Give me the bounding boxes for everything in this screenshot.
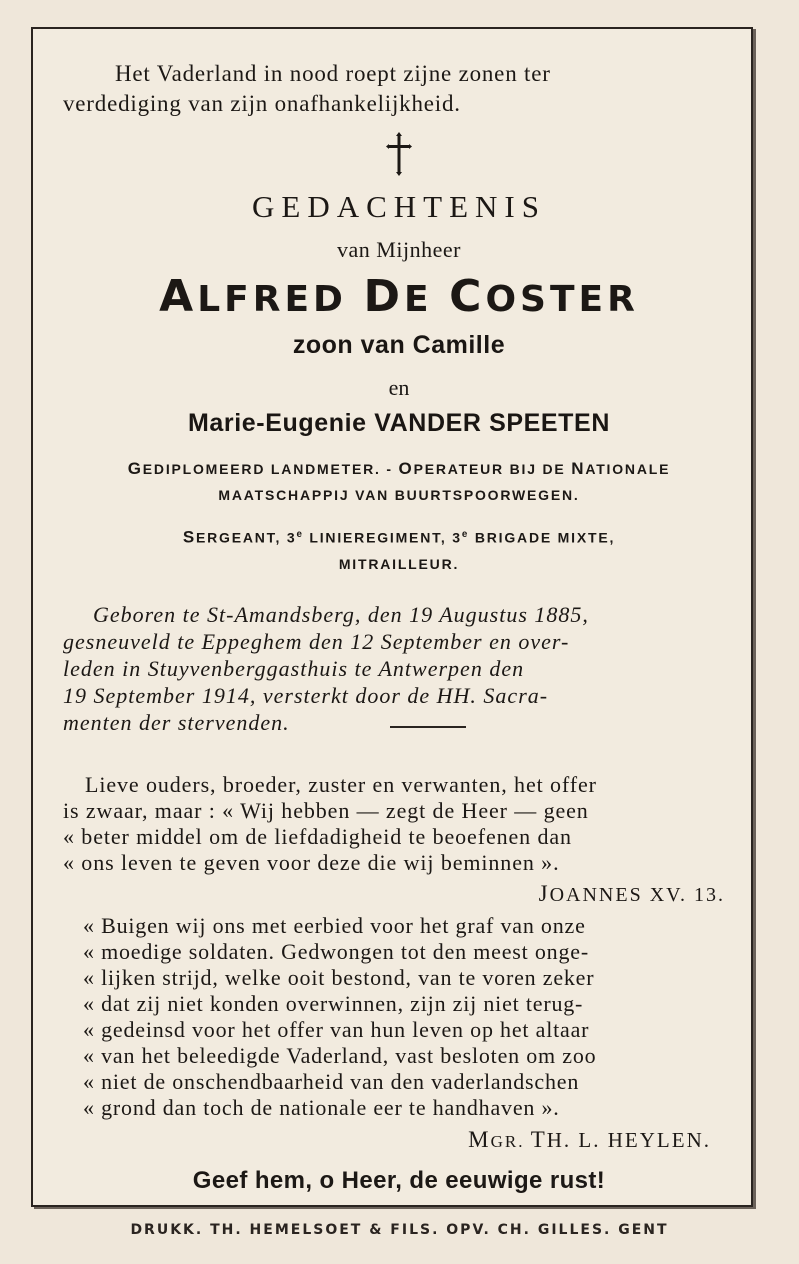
citation-line: « dat zij niet konden overwinnen, zijn zij niet terug- xyxy=(83,991,584,1016)
cross-icon xyxy=(63,132,735,180)
birth-line: 19 September 1914, versterkt door de HH. Sacra- xyxy=(63,683,549,708)
text-part: EDIPLOMEERD LANDMETER. - xyxy=(142,461,399,477)
quote xyxy=(63,772,735,876)
text-part: GR. xyxy=(490,1132,531,1151)
citation-line: « niet de onschendbaarheid van den vaderlandschen xyxy=(83,1069,580,1094)
citation xyxy=(83,913,735,1121)
text-part: ERGEANT, 3 xyxy=(195,529,297,546)
mother-line: Marie-Eugenie VANDER SPEETEN xyxy=(188,409,610,437)
name-initial: C xyxy=(449,271,486,322)
birth-line: leden in Stuyvenberggasthuis te Antwerpen den xyxy=(63,656,525,681)
deceased-name xyxy=(63,271,735,322)
citation-author xyxy=(468,1127,711,1153)
cap-letter: M xyxy=(468,1127,491,1152)
rank-line: MITRAILLEUR. xyxy=(338,555,460,572)
motto-line: verdediging van zijn onafhankelijkheid. xyxy=(63,91,461,116)
occupation-line xyxy=(63,456,735,482)
text-part: H. L. HEYLEN. xyxy=(546,1128,711,1152)
citation-line: « lijken strijd, welke ooit bestond, van te voren zeker xyxy=(83,965,595,990)
military-rank xyxy=(63,522,735,577)
cap-letter: G xyxy=(127,459,143,478)
superscript: e xyxy=(296,529,304,540)
card-content xyxy=(63,29,735,1205)
quote-line: « beter middel om de liefdadigheid te beoefenen dan xyxy=(63,824,572,849)
heading: GEDACHTENIS xyxy=(252,189,546,224)
citation-line: « moedige soldaten. Gedwongen tot den meest onge- xyxy=(83,939,589,964)
birth-line: menten der stervenden. xyxy=(63,710,290,735)
father-line: zoon van Camille xyxy=(292,331,506,359)
name-part: OSTER xyxy=(485,279,639,320)
name-part: E xyxy=(404,279,433,320)
divider xyxy=(390,726,466,728)
cap-letter: T xyxy=(530,1127,547,1152)
quote-reference xyxy=(539,881,725,907)
text-part: OANNES XV. 13. xyxy=(549,884,725,906)
name-part: LFRED xyxy=(197,279,347,320)
occupation-line: MAATSCHAPPIJ VAN BUURTSPOORWEGEN. xyxy=(218,487,580,503)
citation-line: « van het beleedigde Vaderland, vast besloten om zoo xyxy=(83,1043,597,1068)
text-part: PERATEUR BIJ DE xyxy=(413,461,572,477)
closing-prayer: Geef hem, o Heer, de eeuwige rust! xyxy=(192,1167,606,1194)
text-part: ATIONALE xyxy=(585,461,671,477)
name-initial: A xyxy=(159,271,198,322)
en-word: en xyxy=(388,375,410,400)
citation-line: « grond dan toch de nationale eer te handhaven ». xyxy=(83,1095,560,1120)
van-mijnheer: van Mijnheer xyxy=(337,237,461,262)
citation-line: « gedeinsd voor het offer van hun leven op het altaar xyxy=(83,1017,590,1042)
cap-letter: N xyxy=(571,459,586,478)
printer-imprint: DRUKK. TH. HEMELSOET & FILS. OPV. CH. GILLES. GENT xyxy=(130,1222,669,1238)
motto-line: Het Vaderland in nood roept zijne zonen ter xyxy=(115,61,551,86)
cap-letter: O xyxy=(398,459,414,478)
text-part: BRIGADE MIXTE, xyxy=(469,529,616,546)
text-part: LINIEREGIMENT, 3 xyxy=(303,529,462,546)
quote-line: Lieve ouders, broeder, zuster en verwanten, het offer xyxy=(85,772,597,797)
birth-death-text xyxy=(63,601,735,736)
birth-line: gesneuveld te Eppeghem den 12 September en over- xyxy=(63,629,570,654)
birth-line: Geboren te St-Amandsberg, den 19 Augustus 1885, xyxy=(93,602,589,627)
name-initial: D xyxy=(363,271,405,322)
quote-line: « ons leven te geven voor deze die wij beminnen ». xyxy=(63,850,560,875)
motto xyxy=(63,59,735,119)
citation-line: « Buigen wij ons met eerbied voor het graf van onze xyxy=(83,913,586,938)
occupation xyxy=(63,456,735,508)
quote-line: is zwaar, maar : « Wij hebben — zegt de Heer — geen xyxy=(63,798,589,823)
cap-letter: S xyxy=(182,527,196,547)
rank-line xyxy=(63,522,735,551)
cap-letter: J xyxy=(538,881,550,906)
memorial-card xyxy=(31,27,753,1207)
superscript: e xyxy=(461,529,470,540)
